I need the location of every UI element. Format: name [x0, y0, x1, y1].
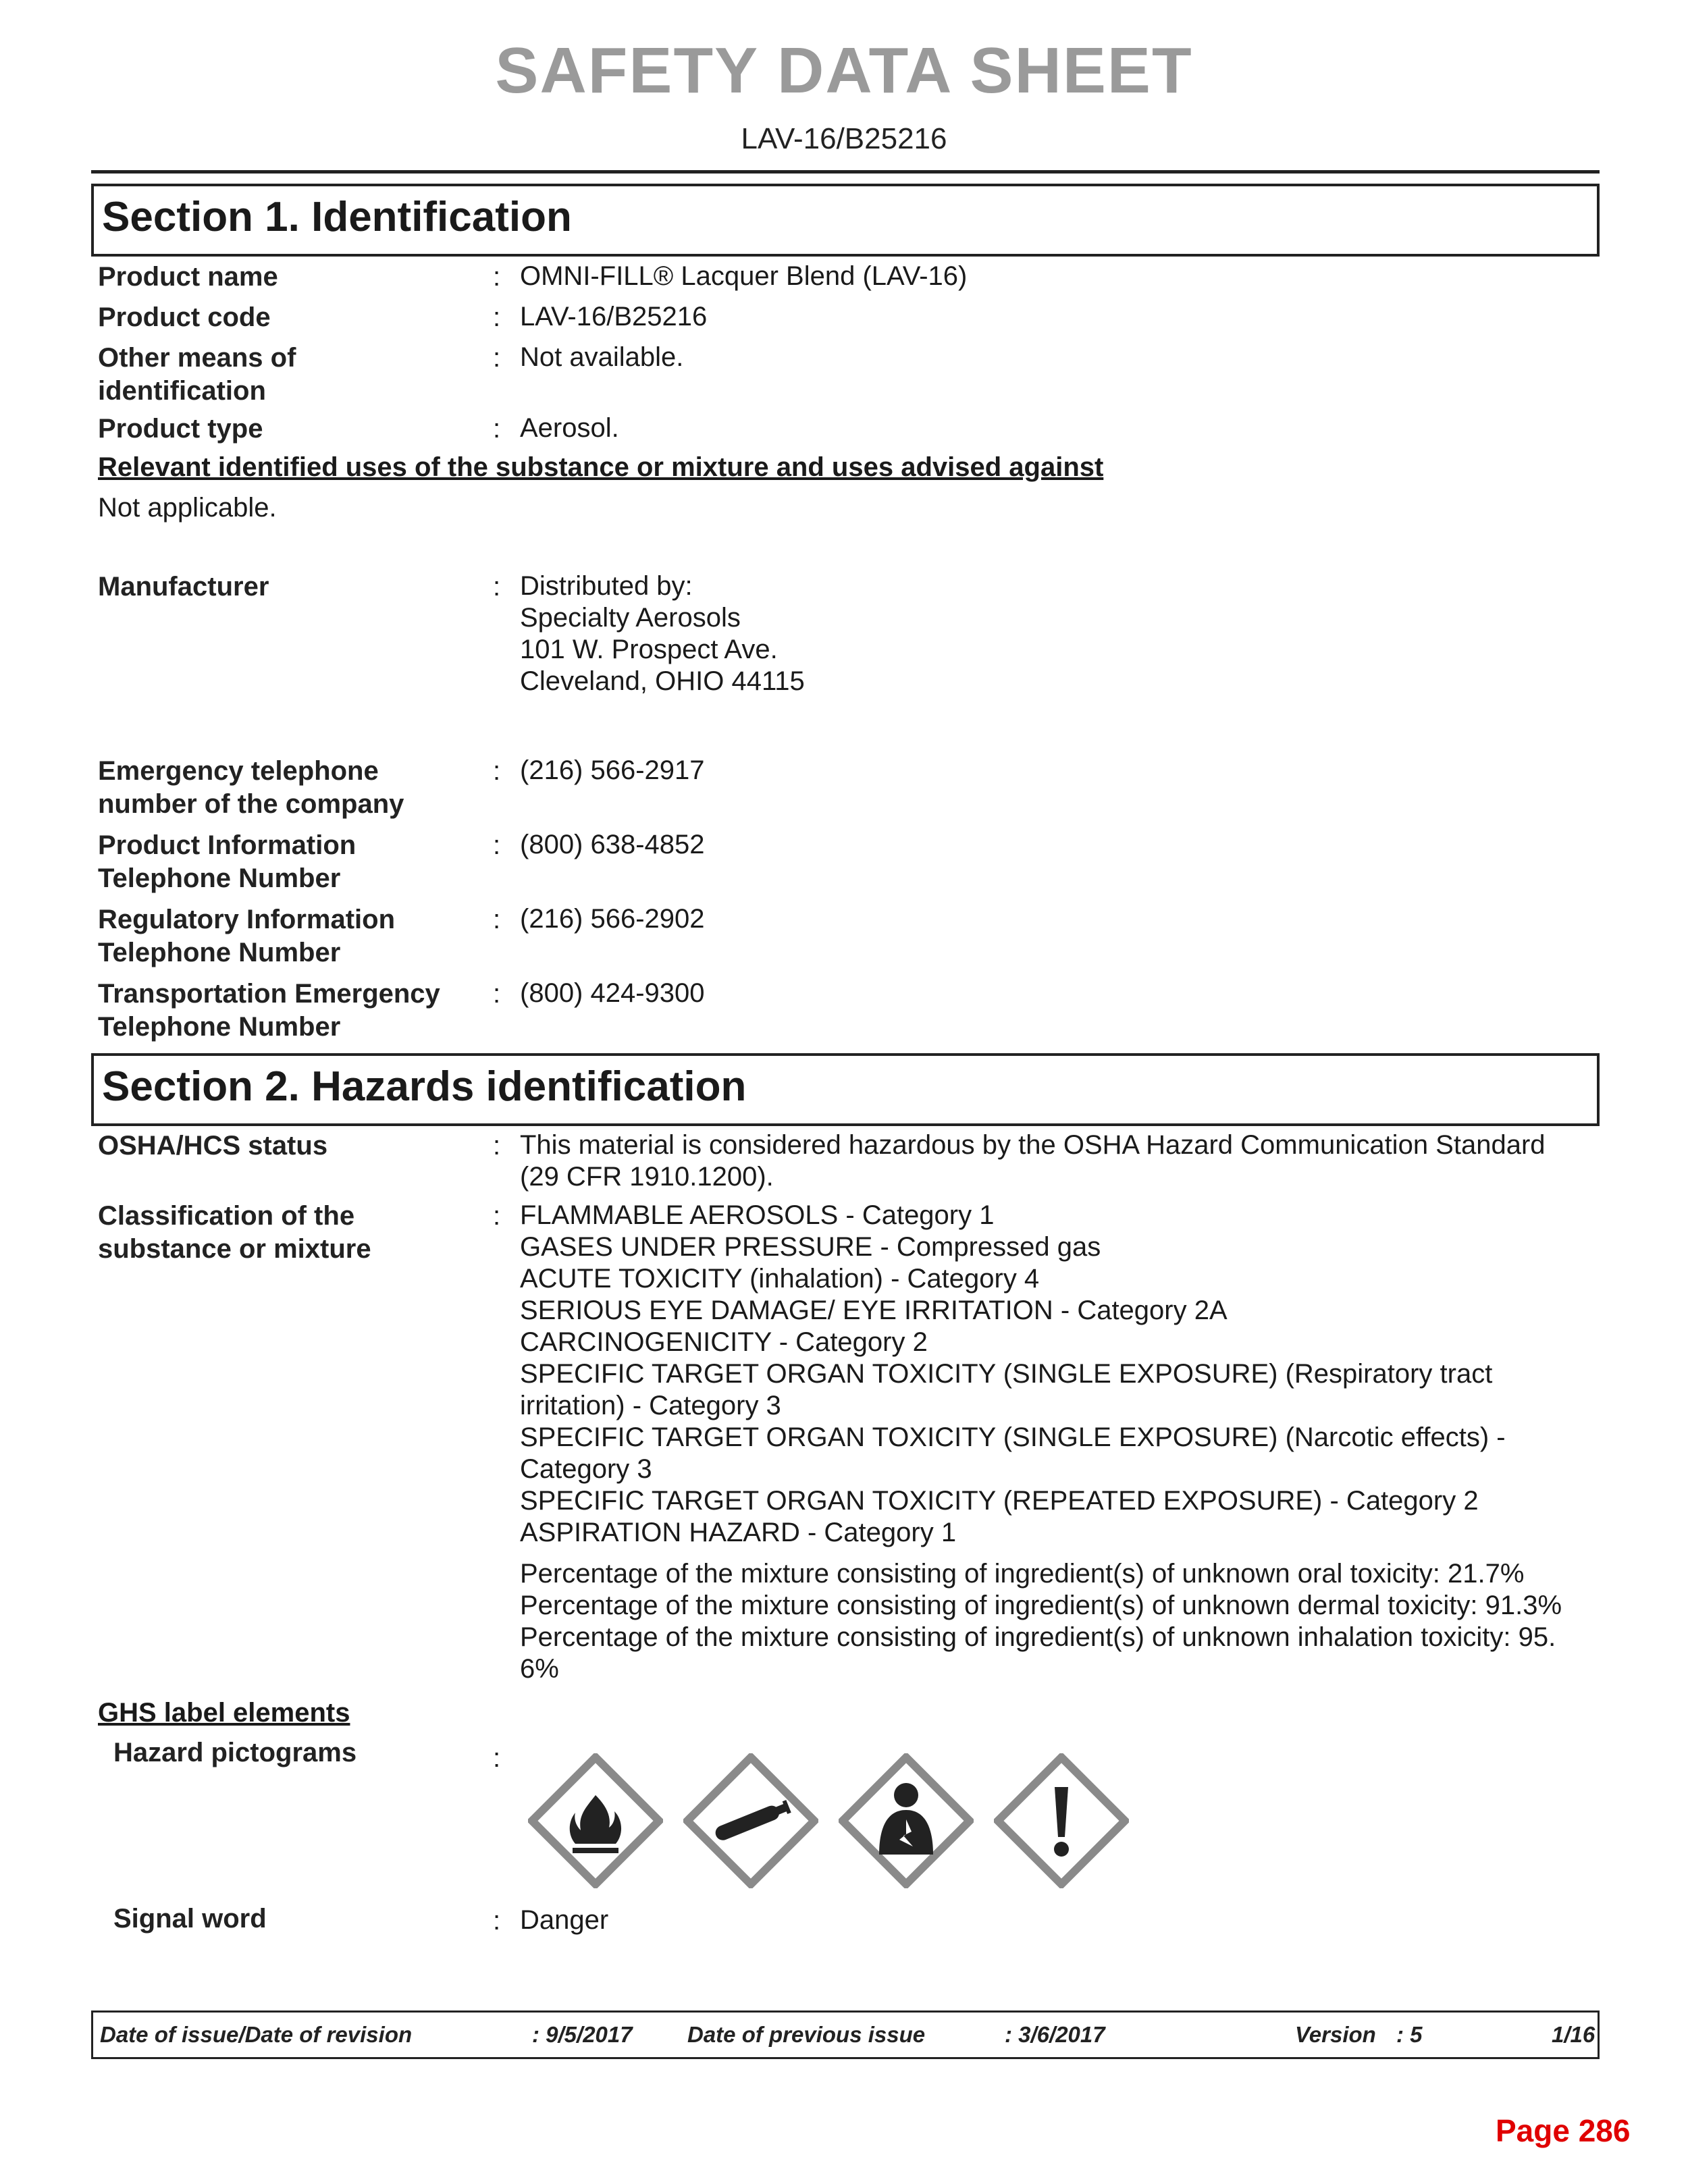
classification-item: SERIOUS EYE DAMAGE/ EYE IRRITATION - Category 2A — [520, 1296, 1228, 1325]
other-means-label-line2: identification — [98, 376, 266, 406]
header-rule — [91, 170, 1600, 174]
previous-issue-label: Date of previous issue — [687, 2022, 926, 2047]
version-value: : 5 — [1396, 2022, 1423, 2047]
percentage-line: 6% — [520, 1654, 559, 1684]
manufacturer-label: Manufacturer — [98, 572, 269, 602]
transport-phone-label-line1: Transportation Emergency — [98, 979, 440, 1009]
document-title: SAFETY DATA SHEET — [495, 34, 1193, 107]
version-label: Version — [1295, 2022, 1376, 2047]
section2-header — [91, 1053, 1600, 1126]
colon: : — [493, 979, 501, 1009]
transport-phone-label-line2: Telephone Number — [98, 1012, 341, 1042]
transport-phone-label — [98, 978, 440, 1044]
classification-list — [520, 1200, 1506, 1549]
page-of-total: 1/16 — [1552, 2022, 1595, 2047]
osha-status-line: (29 CFR 1910.1200). — [520, 1162, 774, 1192]
date-of-issue-label: Date of issue/Date of revision — [100, 2022, 413, 2047]
other-means-value: Not available. — [520, 342, 684, 372]
classification-item: ACUTE TOXICITY (inhalation) - Category 4 — [520, 1264, 1040, 1294]
document-subtitle: LAV-16/B25216 — [741, 122, 947, 155]
osha-status-label: OSHA/HCS status — [98, 1131, 328, 1161]
classification-item: FLAMMABLE AEROSOLS - Category 1 — [520, 1200, 995, 1230]
manufacturer-line: Distributed by: — [520, 571, 693, 601]
section2-title: Section 2. Hazards identification — [102, 1063, 747, 1110]
classification-item: Category 3 — [520, 1454, 652, 1484]
other-means-label-line1: Other means of — [98, 343, 296, 373]
percentage-line: Percentage of the mixture consisting of ingredient(s) of unknown oral toxicity: 21.7% — [520, 1559, 1525, 1589]
classification-label — [98, 1200, 371, 1266]
classification-item: SPECIFIC TARGET ORGAN TOXICITY (SINGLE EXPOSURE) (Respiratory tract — [520, 1359, 1493, 1389]
classification-item: SPECIFIC TARGET ORGAN TOXICITY (REPEATED EXPOSURE) - Category 2 — [520, 1486, 1479, 1516]
colon: : — [493, 1131, 501, 1161]
colon: : — [493, 1201, 501, 1231]
flame-pictogram-icon — [528, 1753, 663, 1888]
manufacturer-line: 101 W. Prospect Ave. — [520, 635, 778, 664]
classification-label-line1: Classification of the — [98, 1201, 355, 1231]
emergency-phone-value: (216) 566-2917 — [520, 755, 705, 785]
product-code-label: Product code — [98, 302, 271, 332]
colon: : — [493, 343, 501, 373]
other-means-label — [98, 342, 296, 408]
colon: : — [493, 262, 501, 292]
colon: : — [493, 302, 501, 332]
date-of-issue-value: : 9/5/2017 — [532, 2022, 633, 2047]
colon: : — [493, 830, 501, 860]
product-info-phone-label — [98, 829, 356, 895]
transport-phone-value: (800) 424-9300 — [520, 978, 705, 1008]
relevant-uses-value: Not applicable. — [98, 493, 277, 523]
signal-word-label: Signal word — [113, 1904, 267, 1934]
product-info-phone-label-line2: Telephone Number — [98, 863, 341, 893]
classification-item: SPECIFIC TARGET ORGAN TOXICITY (SINGLE EXPOSURE) (Narcotic effects) - — [520, 1422, 1506, 1452]
manufacturer-address — [520, 570, 805, 697]
product-info-phone-label-line1: Product Information — [98, 830, 357, 860]
classification-item: GASES UNDER PRESSURE - Compressed gas — [520, 1232, 1101, 1262]
classification-item: ASPIRATION HAZARD - Category 1 — [520, 1518, 957, 1547]
exclamation-pictogram-icon — [994, 1753, 1129, 1888]
regulatory-phone-label-line2: Telephone Number — [98, 938, 341, 967]
osha-status-value — [520, 1129, 1546, 1193]
classification-label-line2: substance or mixture — [98, 1234, 371, 1264]
emergency-phone-label-line1: Emergency telephone — [98, 756, 379, 786]
toxicity-percentages — [520, 1558, 1562, 1685]
colon: : — [493, 414, 501, 444]
regulatory-phone-value: (216) 566-2902 — [520, 904, 705, 934]
emergency-phone-label — [98, 755, 404, 821]
product-name-value: OMNI-FILL® Lacquer Blend (LAV-16) — [520, 261, 968, 291]
colon: : — [493, 572, 501, 602]
previous-issue-value: : 3/6/2017 — [1005, 2022, 1105, 2047]
ghs-label-elements-heading: GHS label elements — [98, 1698, 350, 1728]
percentage-line: Percentage of the mixture consisting of ingredient(s) of unknown dermal toxicity: 91.3% — [520, 1591, 1562, 1620]
percentage-line: Percentage of the mixture consisting of ingredient(s) of unknown inhalation toxicity: 95. — [520, 1622, 1556, 1652]
colon: : — [493, 756, 501, 786]
product-name-label: Product name — [98, 262, 278, 292]
signal-word-value: Danger — [520, 1905, 609, 1935]
page-number: Page 286 — [1496, 2113, 1631, 2148]
section1-title: Section 1. Identification — [102, 194, 572, 240]
page-footer — [91, 2010, 1600, 2059]
colon: : — [493, 1743, 501, 1773]
product-type-label: Product type — [98, 414, 263, 444]
product-code-value: LAV-16/B25216 — [520, 302, 708, 331]
gas-cylinder-pictogram-icon — [683, 1753, 818, 1888]
colon: : — [493, 1906, 501, 1936]
manufacturer-line: Cleveland, OHIO 44115 — [520, 666, 805, 696]
classification-item: irritation) - Category 3 — [520, 1391, 781, 1420]
classification-item: CARCINOGENICITY - Category 2 — [520, 1327, 928, 1357]
product-info-phone-value: (800) 638-4852 — [520, 830, 705, 859]
osha-status-line: This material is considered hazardous by the OSHA Hazard Communication Standard — [520, 1130, 1546, 1160]
regulatory-phone-label-line1: Regulatory Information — [98, 905, 396, 934]
section1-header — [91, 184, 1600, 257]
product-type-value: Aerosol. — [520, 413, 619, 443]
colon: : — [493, 905, 501, 934]
manufacturer-line: Specialty Aerosols — [520, 603, 741, 633]
emergency-phone-label-line2: number of the company — [98, 789, 404, 819]
health-hazard-pictogram-icon — [839, 1753, 974, 1888]
hazard-pictograms-label: Hazard pictograms — [113, 1738, 357, 1767]
regulatory-phone-label — [98, 903, 395, 969]
relevant-uses-heading: Relevant identified uses of the substance or mixture and uses advised against — [98, 452, 1104, 482]
